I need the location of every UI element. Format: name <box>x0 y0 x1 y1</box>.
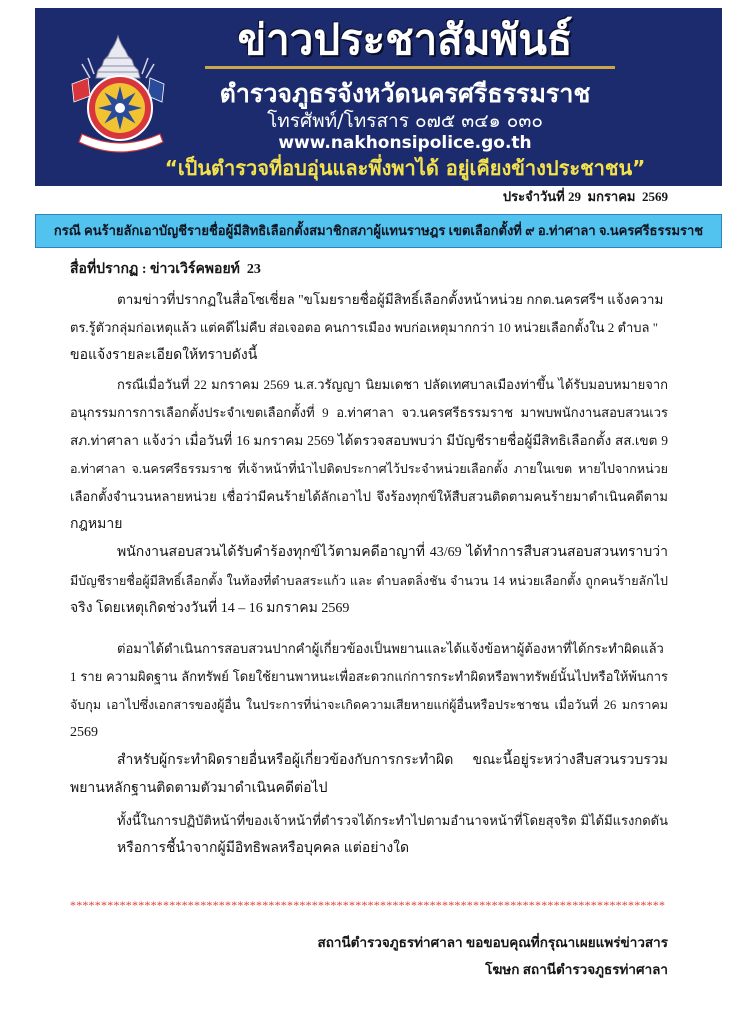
paragraph-5 <box>70 747 668 803</box>
paragraph-4-line-3: จับกุม เอาไปซึ่งเอกสารของผู้อื่น ในประการที่น่าจะเกิดความเสียหายแก่ผู้อื่นหรือประชาชน เมื่อวันที่ 26 มกราคม <box>70 698 668 712</box>
paragraph-3-line-2: มีบัญชีรายชื่อผู้มีสิทธิ์เลือกตั้ง ในท้องที่ตำบลสระแก้ว และ ตำบลตลิ่งชัน จำนวน 14 หน่วยเลือกตั้ง ถูกคนร้ายลักไป <box>70 574 668 588</box>
header-banner <box>35 8 722 186</box>
source-line: สื่อที่ปรากฏ : ข่าวเวิร์คพอยท์ 23 <box>70 262 261 277</box>
header-title: ข่าวประชาสัมพันธ์ <box>237 15 573 64</box>
header-agency: ตำรวจภูธรจังหวัดนครศรีธรรมราช <box>219 79 591 108</box>
header-phone: โทรศัพท์/โทรสาร ๐๗๕ ๓๔๑ ๐๓๐ <box>267 110 543 132</box>
paragraph-2-line-3: สภ.ท่าศาลา แจ้งว่า เมื่อวันที่ 16 มกราคม 2569 ได้ตรวจสอบพบว่า มีบัญชีรายชื่อผู้มีสิทธิเลือกตั้ง สส.เขต 9 <box>70 433 668 448</box>
paragraph-6 <box>70 807 668 863</box>
date-line: ประจำวันที่ 29 มกราคม 2569 <box>502 189 668 204</box>
footer-spokesperson: โฆษก สถานีตำรวจภูธรท่าศาลา <box>485 962 668 977</box>
paragraph-2-line-5: เลือกตั้งจำนวนหลายหน่วย เชื่อว่ามีคนร้ายได้ลักเอาไป จึงร้องทุกข์ให้สืบสวนติดตามคนร้ายมาดำเนินคดีตาม <box>70 489 668 504</box>
paragraph-4-line-2: 1 ราย ความผิดฐาน ลักทรัพย์ โดยใช้ยานพาหนะเพื่อสะดวกแก่การกระทำผิดหรือพาทรัพย์นั้นไปหรือให้พ้นการ <box>70 669 668 684</box>
paragraph-1-line-1: ตามข่าวที่ปรากฏในสื่อโซเชี่ยล "ขโมยรายชื่อผู้มีสิทธิ์เลือกตั้งหน้าหน่วย กกต.นครศรีฯ แจ้งความ <box>117 292 664 307</box>
header-gold-rule <box>205 66 615 69</box>
paragraph-6-line-1: ทั้งนี้ในการปฏิบัติหน้าที่ของเจ้าหน้าที่ตำรวจได้กระทำไปตามอำนาจหน้าที่โดยสุจริต มิได้มีแรงกดดัน <box>117 813 668 828</box>
paragraph-3 <box>70 539 668 623</box>
crown-icon <box>82 36 154 78</box>
footer-thanks: สถานีตำรวจภูธรท่าศาลา ขอขอบคุณที่กรุณาเผยแพร่ข่าวสาร <box>317 935 668 950</box>
paragraph-4 <box>70 635 668 747</box>
paragraph-2-line-1: กรณีเมื่อวันที่ 22 มกราคม 2569 น.ส.วรัญญา นิยมเดชา ปลัดเทศบาลเมืองท่าขึ้น ได้รับมอบหมายจาก <box>117 377 668 392</box>
paragraph-1-line-2: ตร.รู้ตัวกลุ่มก่อเหตุแล้ว แต่คดีไม่คืบ ส่อเจอตอ คนการเมือง พบก่อเหตุมากกว่า 10 หน่วยเลือกตั้งใน 2 ตำบล " <box>70 320 659 335</box>
paragraph-1 <box>70 286 668 370</box>
header-website: www.nakhonsipolice.go.th <box>278 133 532 153</box>
paragraph-5-line-1: สำหรับผู้กระทำผิดรายอื่นหรือผู้เกี่ยวข้องกับการกระทำผิด ขณะนี้อยู่ระหว่างสืบสวนรวบรวม <box>117 753 668 768</box>
paragraph-4-line-1: ต่อมาได้ดำเนินการสอบสวนปากคำผู้เกี่ยวข้องเป็นพยานและได้แจ้งข้อหาผู้ต้องหาที่ได้กระทำผิดแล้ว <box>117 641 664 656</box>
paragraph-5-line-2: พยานหลักฐานติดตามตัวมาดำเนินคดีต่อไป <box>70 781 328 796</box>
asterisk-divider: ************************************************************************************************ <box>70 898 666 912</box>
paragraph-2-line-2: อนุกรรมการการเลือกตั้งประจำเขตเลือกตั้งที่ 9 อ.ท่าศาลา จว.นครศรีธรรมราช มาพบพนักงานสอบสวนเวร <box>70 405 668 420</box>
paragraph-3-line-1: พนักงานสอบสวนได้รับคำร้องทุกข์ไว้ตามคดีอาญาที่ 43/69 ได้ทำการสืบสวนสอบสวนทราบว่า <box>117 545 668 560</box>
paragraph-6-line-2: หรือการชี้นำจากผู้มีอิทธิพลหรือบุคคล แต่อย่างใด <box>117 841 410 856</box>
paragraph-1-line-3: ขอแจ้งรายละเอียดให้ทราบดังนี้ <box>70 348 258 363</box>
source-block <box>70 256 668 284</box>
paragraph-2 <box>70 371 668 539</box>
paragraph-3-line-3: จริง โดยเหตุเกิดช่วงวันที่ 14 – 16 มกราคม 2569 <box>70 601 350 616</box>
paragraph-2-line-4: อ.ท่าศาลา จ.นครศรีธรรมราช ที่เจ้าหน้าที่นำไปติดประกาศไว้ประจำหน่วยเลือกตั้ง ภายในเขต หายไปจากหน่วย <box>70 462 668 476</box>
police-emblem-icon <box>68 34 168 154</box>
paragraph-2-line-6: กฎหมาย <box>70 517 123 532</box>
subject-box: กรณี คนร้ายลักเอาบัญชีรายชื่อผู้มีสิทธิเลือกตั้งสมาชิกสภาผู้แทนราษฎร เขตเลือกตั้งที่ ๙ อ.ท่าศาลา จ.นครศรีธรรมราช <box>35 214 722 248</box>
header-slogan: “เป็นตำรวจที่อบอุ่นและพึ่งพาได้ อยู่เคียงข้างประชาชน” <box>164 156 646 180</box>
paragraph-4-line-4: 2569 <box>70 725 98 740</box>
